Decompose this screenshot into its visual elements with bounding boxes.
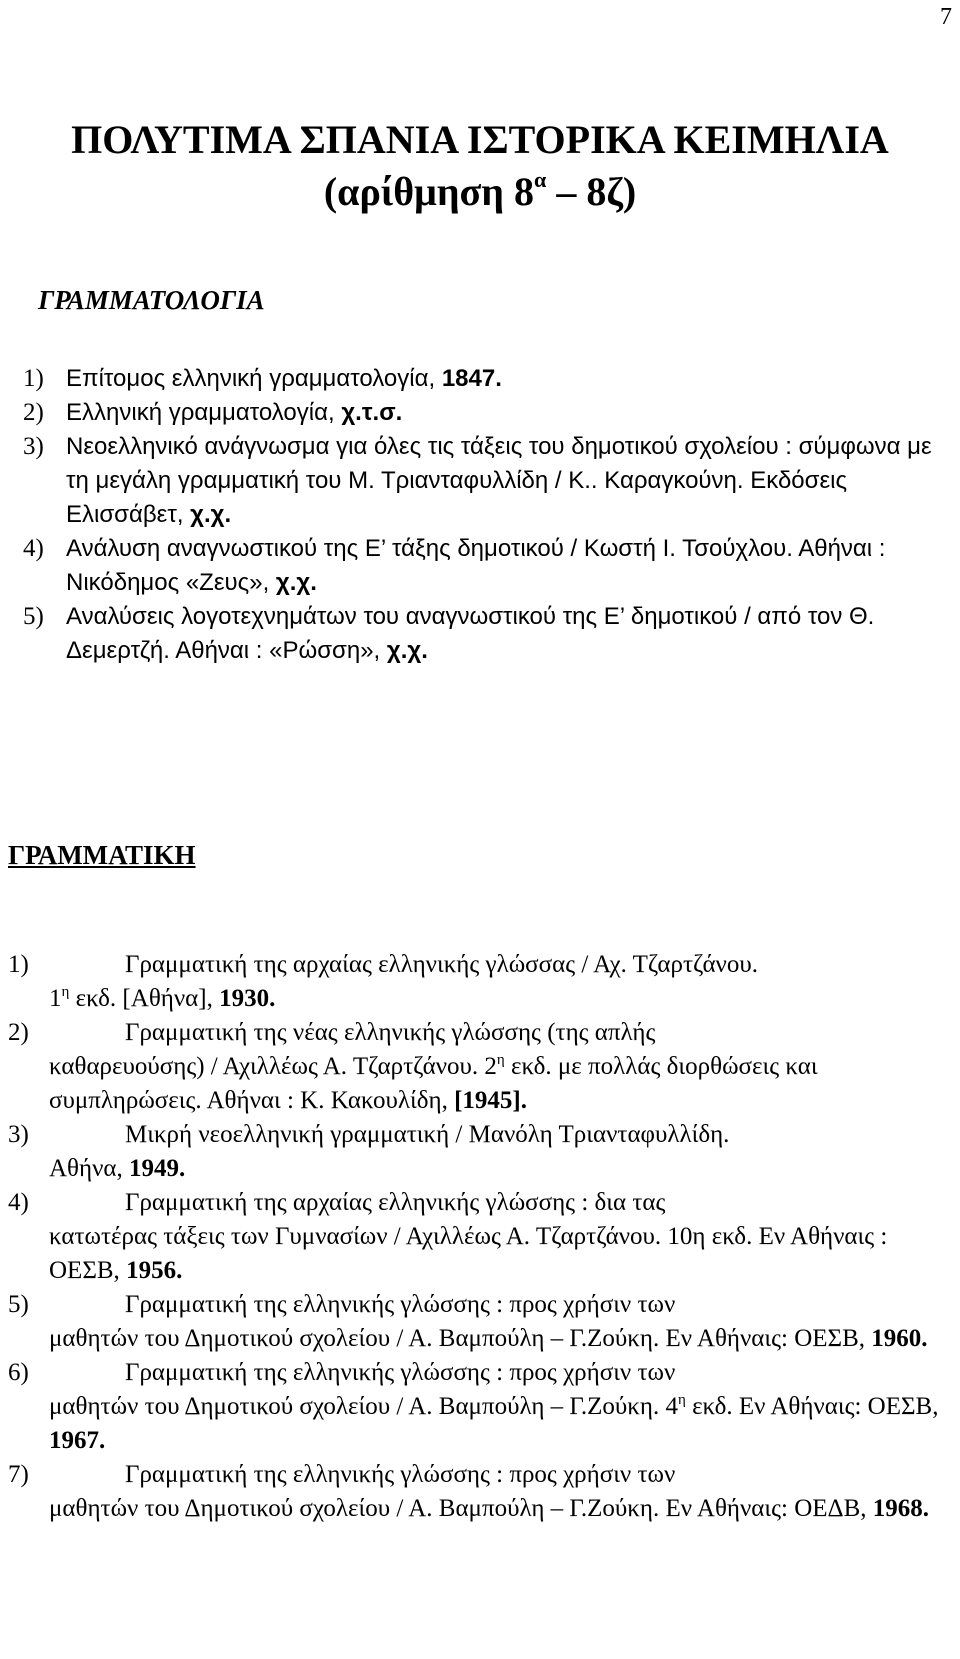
item-number: 6) xyxy=(8,1359,29,1386)
item-text: εκδ. [Αθήνα], xyxy=(69,985,220,1012)
title-line-2-post: – 8ζ) xyxy=(546,169,637,214)
grammar-item xyxy=(0,1288,960,1356)
item-text: Αθήνα, xyxy=(49,1155,130,1182)
item-text: Ελληνική γραμματολογία, xyxy=(66,399,342,426)
item-continuation xyxy=(49,982,940,1016)
literature-item xyxy=(0,362,960,396)
item-text: Ανάλυση αναγνωστικού της Ε’ τάξης δημοτικού / Κωστή Ι. Τσούχλου. Αθήναι : Νικόδημος «Ζευς», xyxy=(66,535,886,596)
item-date: 1949. xyxy=(129,1155,186,1182)
item-number: 3) xyxy=(23,433,44,460)
edition-superscript: η xyxy=(496,1052,505,1068)
item-number: 2) xyxy=(8,1019,29,1046)
grammar-item xyxy=(0,1186,960,1288)
item-number: 1) xyxy=(23,365,44,392)
item-text: κατωτέρας τάξεις των Γυμνασίων / Αχιλλέως Α. Τζαρτζάνου. 10η εκδ. Εν Αθήναις : ΟΕΣΒ, xyxy=(49,1223,888,1284)
item-number: 4) xyxy=(23,535,44,562)
item-number: 1) xyxy=(8,951,29,978)
page-number: 7 xyxy=(940,4,952,30)
literature-item xyxy=(0,532,960,600)
grammar-list xyxy=(0,948,960,1526)
item-first-line: Γραμματική της αρχαίας ελληνικής γλώσσης : δια τας xyxy=(125,1189,666,1216)
item-continuation xyxy=(49,1050,940,1118)
literature-list xyxy=(0,362,960,668)
item-text: εκδ. Εν Αθήναις: ΟΕΣΒ, xyxy=(685,1393,939,1420)
item-number: 3) xyxy=(8,1121,29,1148)
item-date: 1967. xyxy=(49,1427,106,1454)
item-text: Αναλύσεις λογοτεχνημάτων του αναγνωστικού της Ε’ δημοτικού / από τον Θ. Δεμερτζή. Αθήναι : «Ρώσση», xyxy=(66,603,875,664)
grammar-item xyxy=(0,1118,960,1186)
item-text: μαθητών του Δημοτικού σχολείου / Α. Βαμπούλη – Γ.Ζούκη. 4 xyxy=(49,1393,678,1420)
item-first-line: Γραμματική της νέας ελληνικής γλώσσης (της απλής xyxy=(125,1019,656,1046)
item-text: Επίτομος ελληνική γραμματολογία, xyxy=(66,365,442,392)
item-text: 1 xyxy=(49,985,62,1012)
item-number: 7) xyxy=(8,1461,29,1488)
literature-item xyxy=(0,600,960,668)
title-line-2 xyxy=(0,166,960,218)
page-title xyxy=(0,114,960,218)
item-date: χ.χ. xyxy=(190,501,232,528)
item-date: 1930. xyxy=(219,985,276,1012)
grammar-heading: ΓΡΑΜΜΑΤΙΚΗ xyxy=(8,840,196,870)
item-text: μαθητών του Δημοτικού σχολείου / Α. Βαμπούλη – Γ.Ζούκη. Εν Αθήναις: ΟΕΔΒ, xyxy=(49,1495,873,1522)
grammar-item xyxy=(0,1458,960,1526)
title-line-2-pre: (αρίθμηση 8 xyxy=(323,169,535,214)
edition-superscript: η xyxy=(677,1392,686,1408)
item-number: 5) xyxy=(23,603,44,630)
item-date: 1960. xyxy=(871,1325,928,1352)
title-line-1: ΠΟΛΥΤΙΜΑ ΣΠΑΝΙΑ ΙΣΤΟΡΙΚΑ ΚΕΙΜΗΛΙΑ xyxy=(71,117,889,162)
item-number: 5) xyxy=(8,1291,29,1318)
item-first-line: Γραμματική της αρχαίας ελληνικής γλώσσας / Αχ. Τζαρτζάνου. xyxy=(125,951,758,978)
item-first-line: Μικρή νεοελληνική γραμματική / Μανόλη Τριανταφυλλίδη. xyxy=(125,1121,730,1148)
item-first-line: Γραμματική της ελληνικής γλώσσης : προς χρήσιν των xyxy=(125,1461,676,1488)
item-text: καθαρευούσης) / Αχιλλέως Α. Τζαρτζάνου. 2 xyxy=(49,1053,497,1080)
item-continuation xyxy=(49,1390,940,1458)
item-number: 4) xyxy=(8,1189,29,1216)
literature-heading: ΓΡΑΜΜΑΤΟΛΟΓΙΑ xyxy=(38,285,265,315)
item-number: 2) xyxy=(23,399,44,426)
item-date: χ.τ.σ. xyxy=(341,399,403,426)
item-date: χ.χ. xyxy=(275,569,317,596)
item-continuation xyxy=(49,1492,940,1526)
item-date: 1847. xyxy=(441,365,502,392)
edition-superscript: η xyxy=(61,984,70,1000)
grammar-item xyxy=(0,1356,960,1458)
literature-item xyxy=(0,430,960,532)
item-date: [1945]. xyxy=(454,1087,527,1114)
item-text: εκδ. με πολλάς διορθώσεις και συμπληρώσεις. Αθήναι : Κ. Κακουλίδη, xyxy=(49,1053,818,1114)
grammar-item xyxy=(0,1016,960,1118)
grammar-item xyxy=(0,948,960,1016)
item-continuation xyxy=(49,1220,940,1288)
title-superscript: α xyxy=(534,167,547,192)
item-continuation xyxy=(49,1152,940,1186)
item-date: χ.χ. xyxy=(386,637,428,664)
item-text: Νεοελληνικό ανάγνωσμα για όλες τις τάξεις του δημοτικού σχολείου : σύμφωνα με τη μεγάλη γραμματική του Μ. Τριανταφυλλίδη / Κ.. Καραγκούνη. Εκδόσεις Ελισσάβετ, xyxy=(66,433,932,528)
item-date: 1956. xyxy=(126,1257,183,1284)
item-date: 1968. xyxy=(872,1495,930,1522)
item-first-line: Γραμματική της ελληνικής γλώσσης : προς χρήσιν των xyxy=(125,1359,676,1386)
item-continuation xyxy=(49,1322,940,1356)
item-text: μαθητών του Δημοτικού σχολείου / Α. Βαμπούλη – Γ.Ζούκη. Εν Αθήναις: ΟΕΣΒ, xyxy=(49,1325,872,1352)
literature-item xyxy=(0,396,960,430)
item-first-line: Γραμματική της ελληνικής γλώσσης : προς χρήσιν των xyxy=(125,1291,676,1318)
